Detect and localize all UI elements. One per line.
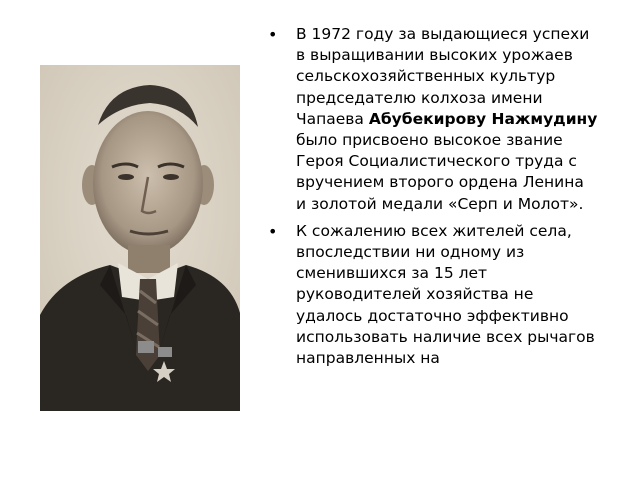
bullet-item-1 [268, 24, 598, 215]
bullet-icon: • [268, 221, 278, 241]
hero-name: Абубекирову Нажмудину [368, 109, 598, 128]
bullet-icon: • [268, 25, 278, 44]
bullet-text-after: было присвоено высокое звание Героя Социалистического труда с вручением второго ордена Ленина и золотой медали «Серп и Молот». [296, 131, 584, 213]
portrait-photo [40, 65, 240, 411]
bullet-text-before: К сожалению всех жителей села, впоследствии ни одному из сменившихся за 15 лет руководителей хозяйства не удалось достаточно эффективно использовать наличие всех рычагов направленных на [296, 221, 595, 368]
bullet-list [268, 24, 598, 369]
bullet-text-before: В 1972 году за выдающиеся успехи в выращивании высоких урожаев сельскохозяйственных культур председателю колхоза имени Чапаева [296, 25, 590, 128]
text-content [268, 24, 598, 375]
portrait-image [40, 65, 240, 411]
bullet-item-2 [268, 221, 598, 369]
